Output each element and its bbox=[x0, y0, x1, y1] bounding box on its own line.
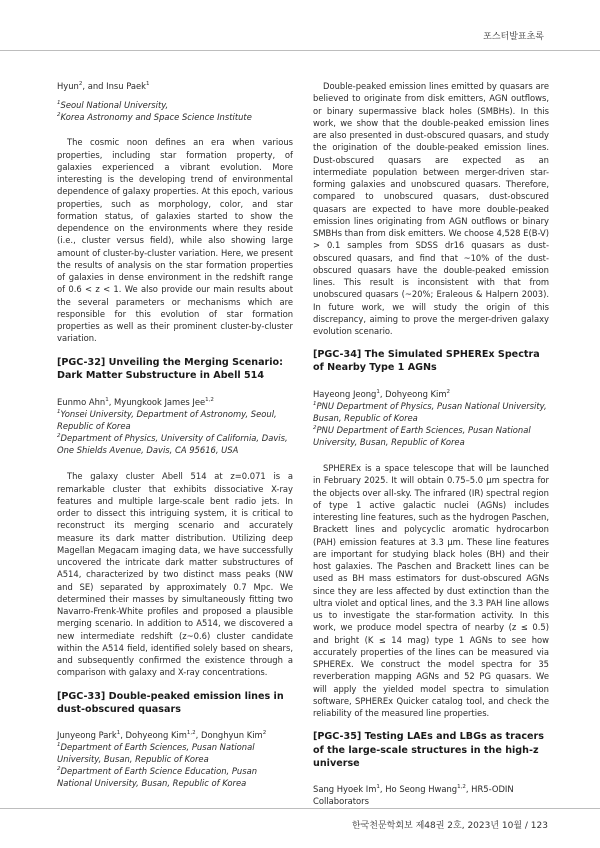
pgc34-title: [PGC-34] The Simulated SPHEREx Spectra of Nearby Type 1 AGNs bbox=[313, 349, 540, 374]
footer-rule bbox=[0, 808, 600, 809]
pgc33-title: [PGC-33] Double-peaked emission lines in dust-obscured quasars bbox=[57, 690, 284, 715]
pgc33-affiliations: $^1$Department of Earth Sciences, Pusan National University, Busan, Republic of Korea $^2$Department of Earth Science Education, Pusan National University, Busan, Republic of Korea bbox=[57, 742, 258, 789]
pgc33-authors: Junyeong Park$^1$, Dohyeong Kim$^{1,2}$, Donghyun Kim$^2$ bbox=[57, 730, 267, 741]
cont-affiliations: $^1$Seoul National University, $^2$Korea Astronomy and Space Science Institute bbox=[57, 100, 252, 123]
right-column bbox=[313, 80, 549, 807]
pgc35-authors: Sang Hyoek Im$^1$, Ho Seong Hwang$^{1,2}$, HR5-ODIN Collaborators bbox=[313, 783, 514, 807]
pgc34-authors: Hayeong Jeong$^1$, Dohyeong Kim$^2$ bbox=[313, 388, 451, 399]
pgc32-title: [PGC-32] Unveiling the Merging Scenario: Dark Matter Substructure in Abell 514 bbox=[57, 356, 283, 381]
pgc35-title: [PGC-35] Testing LAEs and LBGs as tracers of the large-scale structures in the high-z universe bbox=[313, 731, 544, 769]
pgc32-affiliations: $^1$Yonsei University, Department of Astronomy, Seoul, Republic of Korea $^2$Department of Physics, University of California, Davis, One Shields Avenue, Davis, CA 95616, USA bbox=[57, 409, 288, 456]
pgc32-authors: Eunmo Ahn$^1$, Myungkook James Jee$^{1,2}$ bbox=[57, 396, 214, 407]
pgc34-affiliations: $^1$PNU Department of Physics, Pusan National University, Busan, Republic of Korea $^2$PNU Department of Earth Sciences, Pusan National University, Busan, Republic of Korea bbox=[313, 400, 547, 448]
header-tag: 포스터발표초록 bbox=[483, 32, 544, 42]
cont-abstract: The cosmic noon defines an era when various properties, including star formation property, of galaxies experienced a vibrant evolution. More interesting is the developing trend of environmental dependence of galaxy properties. At this epoch, various properties, such as morphology, color, and star formation status, of galaxies started to show the dependence on the environments where they reside (i.e., cluster versus field), while also showing large amount of cluster-by-cluster variation. Here, we present the results of analysis on the star formation properties of galaxies in dense environment in the redshift range of 0.6 < z < 1. We also provide our main results about the several parameters or mechanisms which are responsible for this evolution of star formation properties as well as their prominent cluster-by-cluster variation. bbox=[57, 137, 293, 344]
cont-authors: Hyun$^2$, and Insu Paek$^1$ bbox=[57, 81, 150, 91]
pgc32-abstract: The galaxy cluster Abell 514 at z=0.071 is a remarkable cluster that exhibits dissociative X-ray features and multiple large-scale bent radio jets. In order to dissect this intriguing system, it is critical to reconstruct its merging scenario and accurately measure its dark matter distribution. Utilizing deep Magellan Megacam imaging data, we have successfully uncovered the intricate dark matter substructures of A514, characterized by two distinct mass peaks (NW and SE) separated by approximately 0.7 Mpc. We determined their masses by simultaneously fitting two Navarro-Frenk-White profiles and proposed a plausible merging scenario. In addition to A514, we discovered a new intermediate redshift (z~0.6) cluster candidate within the A514 field, identified solely based on shears, and subsequently confirmed the existence through a comparison with galaxy and X-ray concentrations. bbox=[57, 471, 293, 678]
header-rule bbox=[0, 50, 600, 51]
left-column bbox=[57, 80, 293, 790]
pgc33-abstract: Double-peaked emission lines emitted by quasars are believed to originate from disk emitters, AGN outflows, or binary supermassive black holes (SMBHs). In this work, we show that the double-peaked emission lines are also presented in dust-obscured quasars, and study the origination of the double-peaked emission lines. Dust-obscured quasars are expected as an intermediate population between merger-driven star-forming galaxies and unobscured quasars. Therefore, compared to unobscured quasars, dust-obscured quasars are expected to have more double-peaked emission lines originating from AGN outflows or binary SMBHs than from disk emitters. We choose 4,528 E(B-V) > 0.1 samples from SDSS dr16 quasars as dust-obscured quasars, and find that ~10% of the dust-obscured quasars have the double-peaked emission lines. This result is inconsistent with that from unobscured quasars (~20%; Eraleous & Halpern 2003). In future work, we will study the origin of this discrepancy, aiming to prove the merger-driven galaxy evolution scenario. bbox=[313, 81, 549, 336]
pgc34-abstract: SPHEREx is a space telescope that will be launched in February 2025. It will obtain 0.75–5.0 μm spectra for the objects over all-sky. The infrared (IR) spectral region of type 1 active galactic nuclei (AGNs) includes interesting line features, such as the hydrogen Paschen, Brackett lines and polycyclic aromatic hydrocarbon (PAH) emission features at 3.3 μm. These line features are important for studying black holes (BH) and their host galaxies. The Paschen and Brackett lines can be used as BH mass estimators for dust-obscured AGNs since they are less affected by dust extinction than the ultra violet and optical lines, and the 3.3 PAH line allows us to investigate the star-formation activity. In this work, we produce model spectra of nearby (z ≤ 0.5) and bright (K ≤ 14 mag) type 1 AGNs to see how accurately properties of the lines can be measured via SPHEREx. We construct the model spectra for 35 reverberation mapping AGNs and 52 PG quasars. We will apply the yielded model spectra to simulation software, SPHEREx Quicker catalog tool, and check the reliability of the measured line properties. bbox=[313, 463, 549, 719]
footer-citation: 한국천문학회보 제48권 2호, 2023년 10월 / 123 bbox=[351, 821, 548, 831]
